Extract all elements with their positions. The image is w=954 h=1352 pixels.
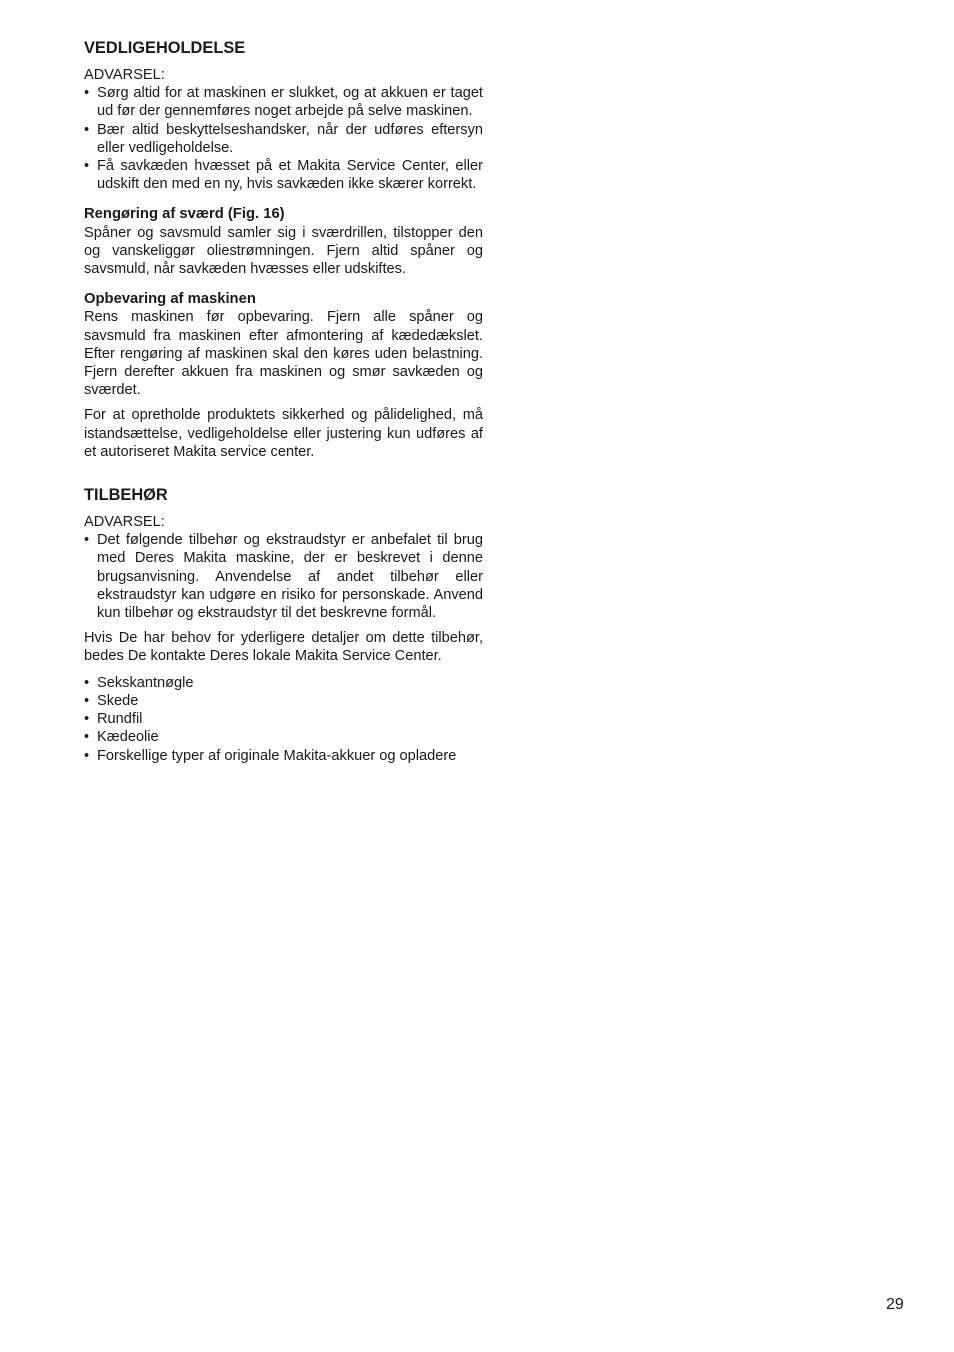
- list-item: • Det følgende tilbehør og ekstraudstyr er anbefalet til brug med Deres Makita maskine, der er beskrevet i denne brugsanvisning. Anvendelse af andet tilbehør eller ekstraudstyr kan udgøre en risiko for personskade. Anvend kun tilbehør og ekstraudstyr til det beskrevne formål.: [84, 531, 483, 622]
- accessories-section: [84, 485, 483, 765]
- list-item: • Få savkæden hvæsset på et Makita Service Center, eller udskift den med en ny, hvis savkæden ikke skærer korrekt.: [84, 157, 483, 193]
- list-item: • Sekskantnøgle: [84, 674, 483, 692]
- accessories-info-text: Hvis De har behov for yderligere detaljer om dette tilbehør, bedes De kontakte Deres lokale Makita Service Center.: [84, 630, 483, 665]
- maintenance-section: [84, 38, 483, 461]
- accessories-warning-list: [84, 531, 483, 622]
- storage-heading: Opbevaring af maskinen: [84, 291, 256, 308]
- storage-text: Rens maskinen før opbevaring. Fjern alle spåner og savsmuld fra maskinen efter afmontering af kædedækslet. Efter rengøring af maskinen skal den køres uden belastning. Fjern derefter akkuen fra maskinen og smør savkæden og sværdet.: [84, 309, 483, 399]
- list-item: • Kædeolie: [84, 728, 483, 746]
- cleaning-text: Spåner og savsmuld samler sig i sværdrillen, tilstopper den og vanskeliggør oliestrømningen. Fjern altid spåner og savsmuld, når savkæden hvæsses eller udskiftes.: [84, 224, 483, 278]
- accessories-heading: TILBEHØR: [84, 486, 168, 505]
- accessories-warning-label: ADVARSEL:: [84, 514, 165, 531]
- cleaning-heading: Rengøring af sværd (Fig. 16): [84, 206, 285, 223]
- accessories-item-list: [84, 674, 483, 765]
- text-column: [84, 38, 483, 765]
- list-item: • Sørg altid for at maskinen er slukket, og at akkuen er taget ud før der gennemføres noget arbejde på selve maskinen.: [84, 84, 483, 120]
- list-item: • Bær altid beskyttelseshandsker, når der udføres eftersyn eller vedligeholdelse.: [84, 121, 483, 157]
- list-item: • Forskellige typer af originale Makita-akkuer og opladere: [84, 747, 483, 765]
- maintenance-heading: VEDLIGEHOLDELSE: [84, 39, 246, 57]
- list-item: • Rundfil: [84, 710, 483, 728]
- maintenance-warning-label: ADVARSEL:: [84, 67, 165, 83]
- list-item: • Skede: [84, 692, 483, 710]
- maintenance-warning-list: [84, 84, 483, 193]
- page-number: 29: [886, 1296, 904, 1313]
- service-text: For at opretholde produktets sikkerhed og pålidelighed, må istandsættelse, vedligeholdelse eller justering kun udføres af et autoriseret Makita service center.: [84, 407, 483, 460]
